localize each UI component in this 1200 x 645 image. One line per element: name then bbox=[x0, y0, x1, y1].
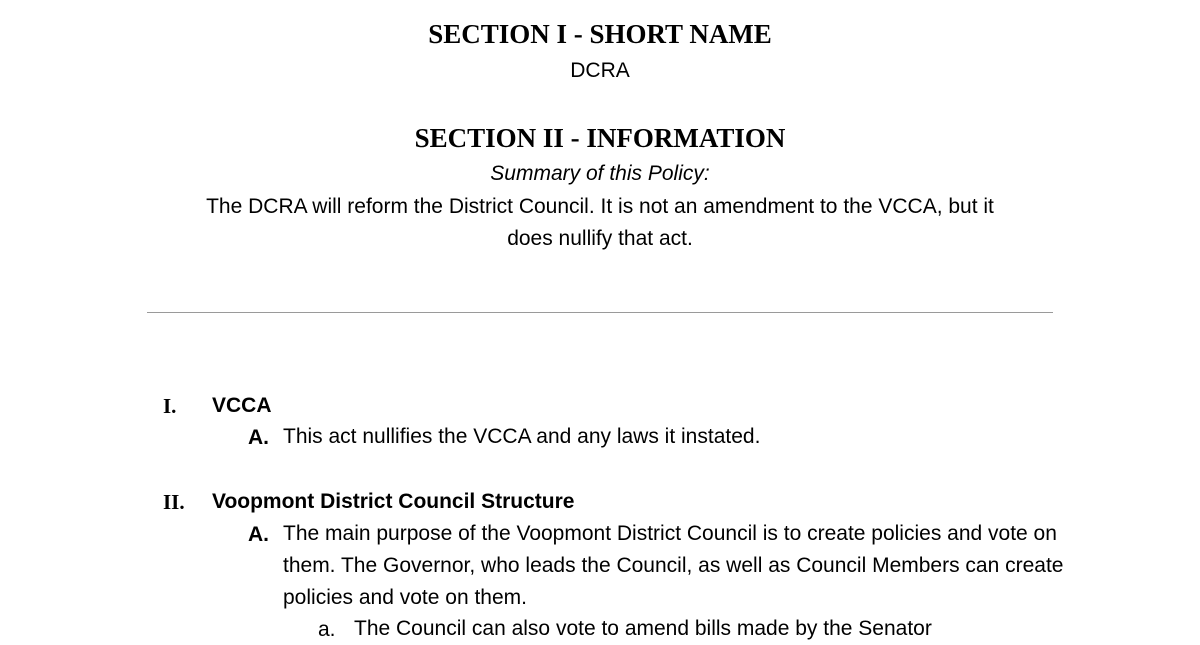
item-text: This act nullifies the VCCA and any laws it instated. bbox=[283, 425, 761, 448]
summary-line-2: does nullify that act. bbox=[507, 227, 693, 250]
summary-label: Summary of this Policy: bbox=[490, 162, 710, 185]
summary-line-1: The DCRA will reform the District Council. It is not an amendment to the VCCA, but it bbox=[206, 195, 994, 218]
item-letter: A. bbox=[248, 523, 269, 546]
article-title: Voopmont District Council Structure bbox=[212, 490, 575, 513]
sub-item-text: The Council can also vote to amend bills made by the Senator bbox=[354, 617, 932, 640]
article-title: VCCA bbox=[212, 394, 272, 417]
horizontal-divider bbox=[147, 312, 1053, 313]
article-numeral: II. bbox=[163, 490, 185, 514]
item-letter: A. bbox=[248, 426, 269, 449]
article-numeral: I. bbox=[163, 394, 177, 418]
short-name: DCRA bbox=[570, 59, 630, 82]
item-text: The main purpose of the Voopmont District Council is to create policies and vote on them. The Governor, who leads the Council, as well as Council Members can create policies and vote on them. bbox=[283, 522, 1064, 609]
section-1-heading: SECTION I - SHORT NAME bbox=[428, 19, 772, 49]
sub-item-bullet: a. bbox=[318, 618, 336, 641]
section-2-heading: SECTION II - INFORMATION bbox=[414, 123, 786, 153]
